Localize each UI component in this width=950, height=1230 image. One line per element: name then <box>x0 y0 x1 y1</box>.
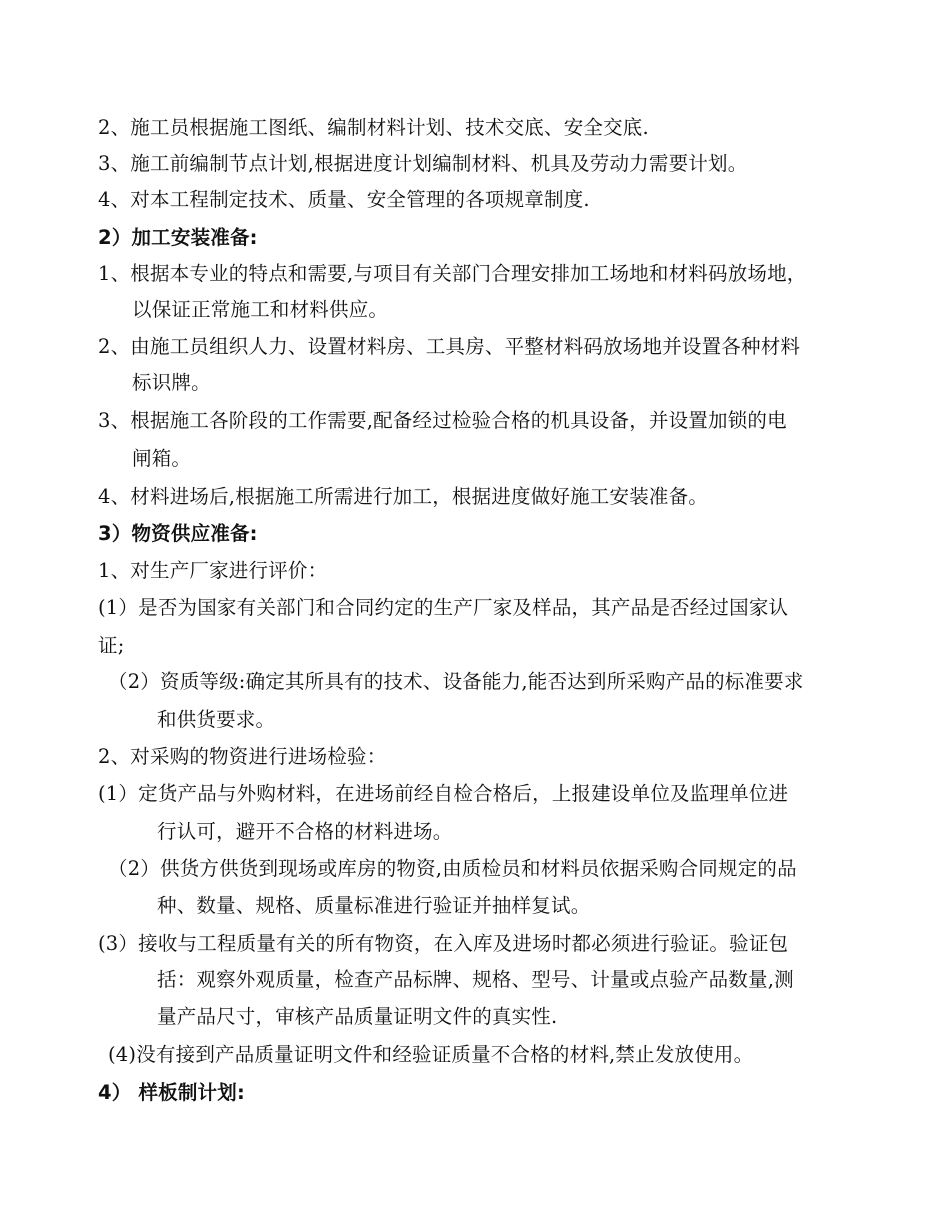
paragraph-line: 4、对本工程制定技术、质量、安全管理的各项规章制度. <box>98 188 590 211</box>
paragraph-line: 证; <box>98 634 125 657</box>
paragraph-line: （2）供货方供货到现场或库房的物资,由质检员和材料员依据采购合同规定的品 <box>108 857 797 880</box>
paragraph-line: 种、数量、规格、质量标准进行验证并抽样复试。 <box>157 894 591 917</box>
paragraph-line: 行认可，避开不合格的材料进场。 <box>157 820 453 843</box>
section-heading: 4） 样板制计划: <box>98 1081 245 1104</box>
paragraph-line: (1）是否为国家有关部门和合同约定的生产厂家及样品，其产品是否经过国家认 <box>98 596 789 619</box>
paragraph-line: 2、对采购的物资进行进场检验： <box>98 745 387 768</box>
paragraph-line: 闸箱。 <box>132 447 192 470</box>
paragraph-line: 1、根据本专业的特点和需要,与项目有关部门合理安排加工场地和材料码放场地， <box>98 262 807 285</box>
paragraph-line: (1）定货产品与外购材料，在进场前经自检合格后，上报建设单位及监理单位进 <box>98 782 789 805</box>
paragraph-line: 3、根据施工各阶段的工作需要,配备经过检验合格的机具设备，并设置加锁的电 <box>98 409 787 432</box>
paragraph-line: (4)没有接到产品质量证明文件和经验证质量不合格的材料,禁止发放使用。 <box>108 1043 754 1066</box>
paragraph-line: 和供货要求。 <box>157 708 276 731</box>
paragraph-line: 4、材料进场后,根据施工所需进行加工，根据进度做好施工安装准备。 <box>98 485 709 508</box>
paragraph-line: （2）资质等级:确定其所具有的技术、设备能力,能否达到所采购产品的标准要求 <box>108 670 804 693</box>
section-heading: 3）物资供应准备: <box>98 522 258 545</box>
paragraph-line: 2、由施工员组织人力、设置材料房、工具房、平整材料码放场地并设置各种材料 <box>98 335 801 358</box>
paragraph-line: 2、施工员根据施工图纸、编制材料计划、技术交底、安全交底. <box>98 116 649 139</box>
paragraph-line: 3、施工前编制节点计划,根据进度计划编制材料、机具及劳动力需要计划。 <box>98 152 748 175</box>
paragraph-line: 量产品尺寸，审核产品质量证明文件的真实性. <box>157 1005 558 1028</box>
paragraph-line: 括：观察外观质量，检查产品标牌、规格、型号、计量或点验产品数量,测 <box>157 968 794 991</box>
paragraph-line: 标识牌。 <box>132 371 211 394</box>
paragraph-line: 以保证正常施工和材料供应。 <box>132 298 389 321</box>
paragraph-line: 1、对生产厂家进行评价： <box>98 559 328 582</box>
section-heading: 2）加工安装准备: <box>98 226 258 249</box>
paragraph-line: (3）接收与工程质量有关的所有物资，在入库及进场时都必须进行验证。验证包 <box>98 932 789 955</box>
